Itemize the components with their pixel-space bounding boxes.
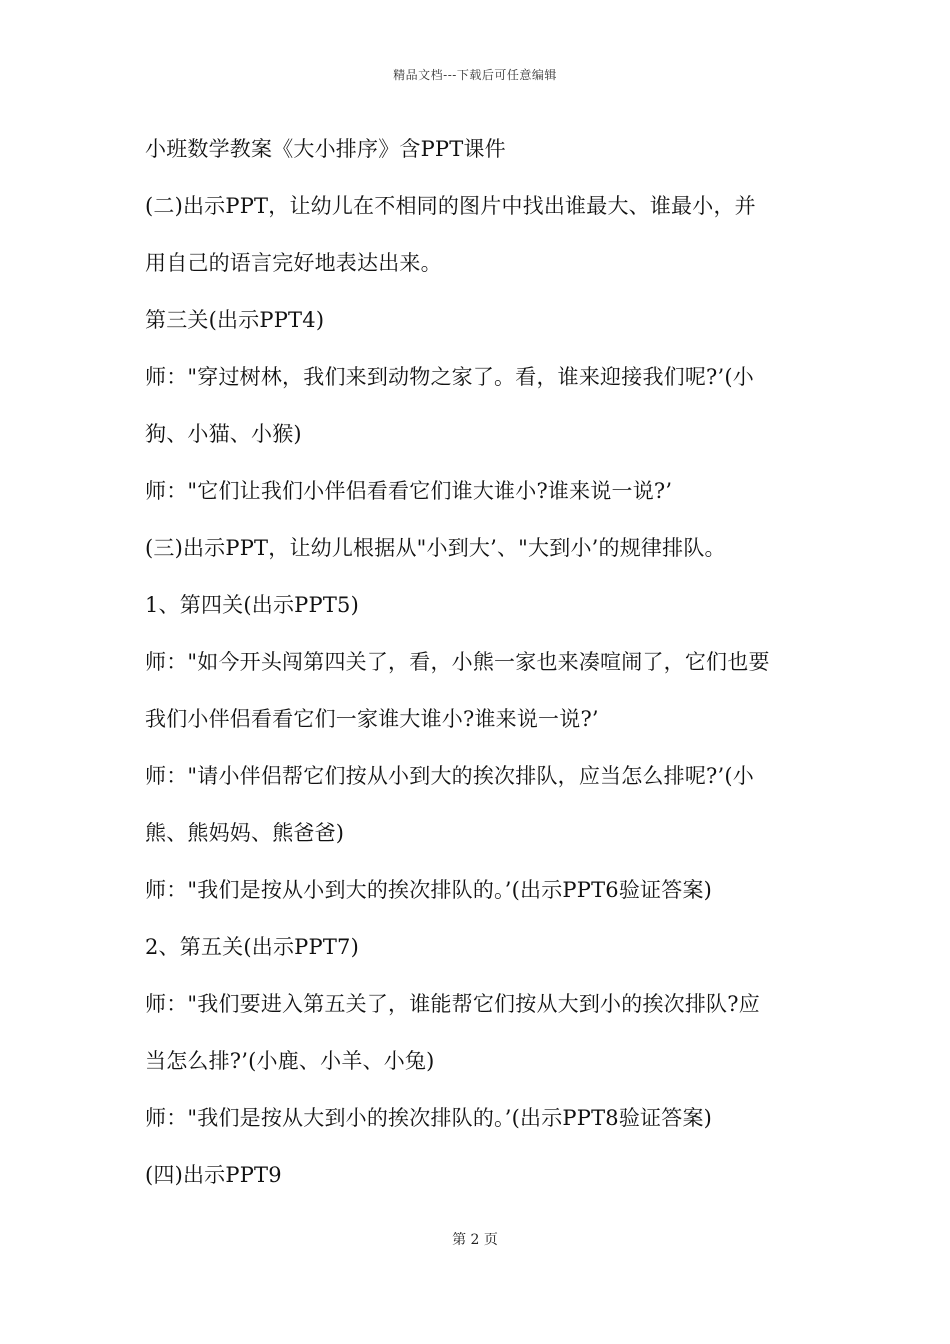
paragraph-line: 师："它们让我们小伴侣看看它们谁大谁小?谁来说一说?’: [145, 479, 673, 503]
paragraph-line: 师："穿过树林，我们来到动物之家了。看，谁来迎接我们呢?’(小: [145, 365, 754, 389]
paragraph-line: 熊、熊妈妈、熊爸爸): [145, 821, 345, 845]
paragraph-line: 我们小伴侣看看它们一家谁大谁小?谁来说一说?’: [145, 707, 599, 731]
paragraph-line: 师："我们是按从大到小的挨次排队的。’(出示PPT8验证答案): [145, 1106, 713, 1130]
section-heading: 1、第四关(出示PPT5): [145, 593, 359, 617]
page-number: 第 2 页: [452, 1232, 498, 1248]
paragraph-line: (三)出示PPT，让幼儿根据从"小到大’、"大到小’的规律排队。: [145, 536, 726, 560]
paragraph-line: (二)出示PPT，让幼儿在不相同的图片中找出谁最大、谁最小，并: [145, 194, 756, 218]
document-body: [145, 134, 815, 1217]
paragraph-line: 狗、小猫、小猴): [145, 422, 302, 446]
paragraph-line: 用自己的语言完好地表达出来。: [145, 251, 442, 275]
section-heading: (四)出示PPT9: [145, 1163, 282, 1187]
section-heading: 2、第五关(出示PPT7): [145, 935, 359, 959]
page-header: 精品文档---下载后可任意编辑: [393, 68, 557, 82]
paragraph-line: 当怎么排?’(小鹿、小羊、小兔): [145, 1049, 435, 1073]
document-title: 小班数学教案《大小排序》含PPT课件: [145, 137, 506, 161]
paragraph-line: 师："我们要进入第五关了，谁能帮它们按从大到小的挨次排队?应: [145, 992, 760, 1016]
paragraph-line: 师："如今开头闯第四关了，看，小熊一家也来凑喧闹了，它们也要: [145, 650, 770, 674]
paragraph-line: 师："请小伴侣帮它们按从小到大的挨次排队，应当怎么排呢?’(小: [145, 764, 754, 788]
paragraph-line: 师："我们是按从小到大的挨次排队的。’(出示PPT6验证答案): [145, 878, 713, 902]
section-heading: 第三关(出示PPT4): [145, 308, 325, 332]
